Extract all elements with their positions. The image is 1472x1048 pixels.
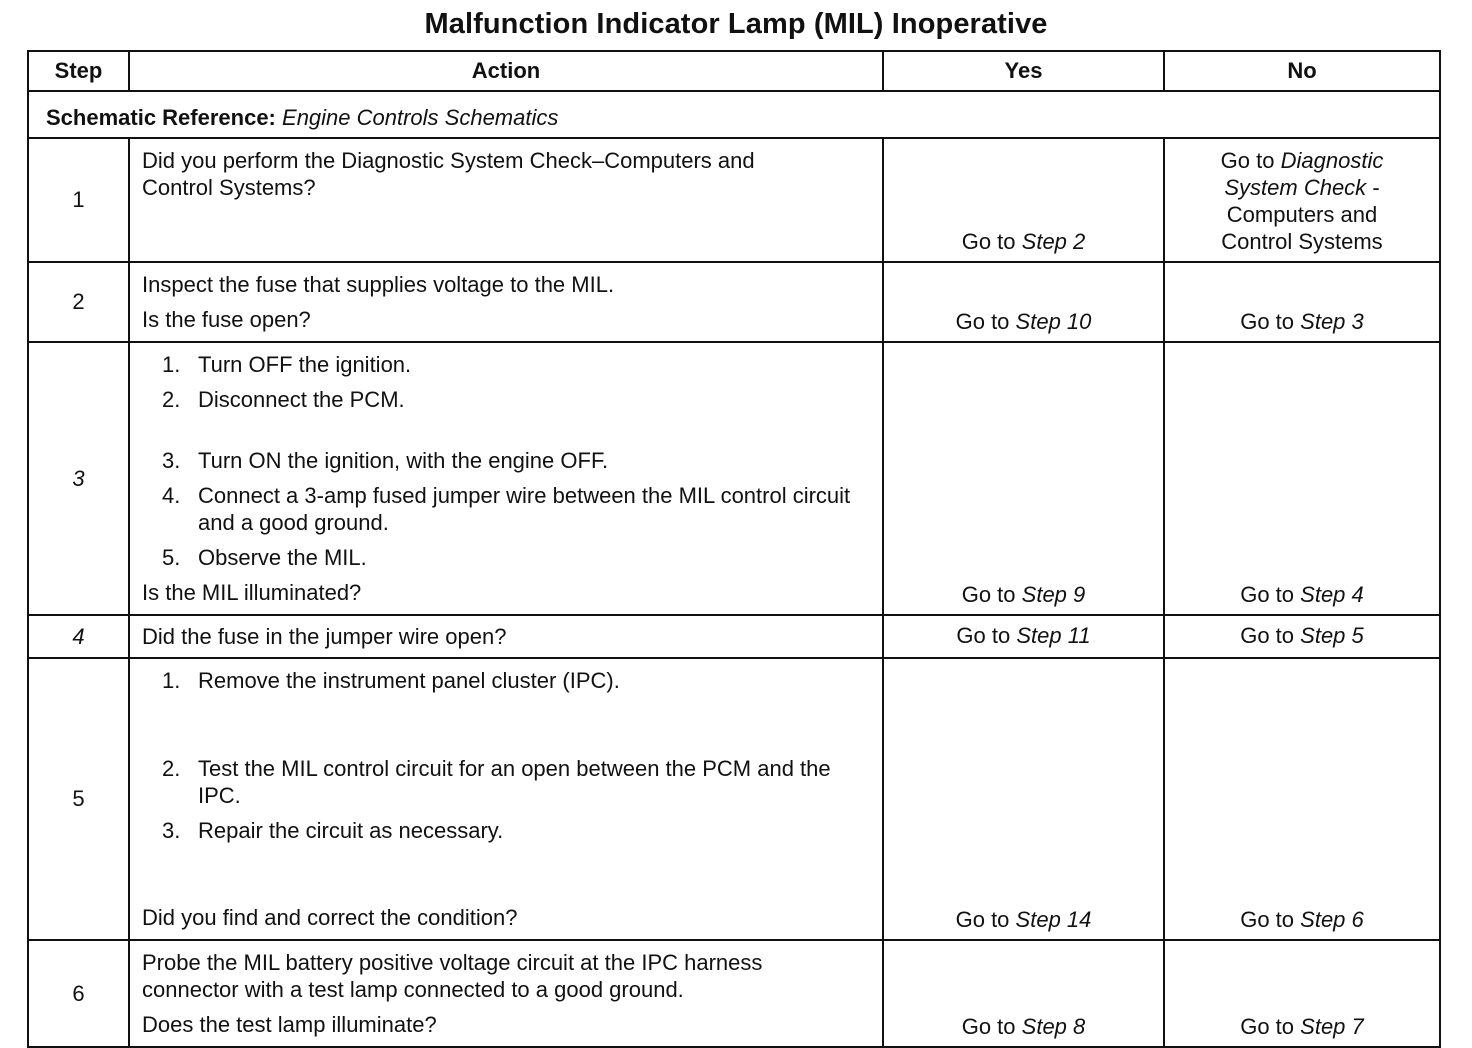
list-item: 1. Remove the instrument panel cluster (IPC). [162,668,620,693]
yes-cell[interactable] [883,658,1164,940]
action-cell [129,658,883,940]
yes-cell[interactable] [883,940,1164,1047]
step-number: 4 [28,615,129,658]
action-text: Did you perform the Diagnostic System Check–Computers and Control Systems? [142,148,755,200]
list-item: 2. Test the MIL control circuit for an open between the PCM and the IPC. [162,756,831,808]
action-question: Is the fuse open? [142,307,311,332]
header-action: Action [129,51,883,91]
no-step-link[interactable]: Diagnostic System Check [1224,148,1384,200]
no-cell[interactable] [1164,342,1440,615]
action-cell [129,940,883,1047]
yes-step-link[interactable]: Step 14 [1015,907,1092,932]
no-step-link[interactable]: Step 4 [1300,582,1364,607]
list-item: 2. Disconnect the PCM. [162,387,405,412]
no-prefix: Go to [1240,1014,1295,1039]
action-cell [129,342,883,615]
step-number: 6 [28,940,129,1047]
no-cell[interactable] [1164,615,1440,658]
step-number: 3 [28,342,129,615]
yes-prefix: Go to [961,582,1016,607]
yes-step-link[interactable]: Step 10 [1015,309,1092,334]
action-text: Did the fuse in the jumper wire open? [142,624,507,649]
header-yes: Yes [883,51,1164,91]
list-item: 3. Turn ON the ignition, with the engine OFF. [162,448,609,473]
diagnostic-table [27,50,1441,1048]
yes-cell[interactable] [883,615,1164,658]
action-text: Inspect the fuse that supplies voltage to the MIL. [142,272,615,297]
yes-cell[interactable] [883,342,1164,615]
no-step-link[interactable]: Step 5 [1300,623,1364,648]
step-number: 1 [28,138,129,262]
yes-step-link[interactable]: Step 9 [1021,582,1086,607]
yes-step-link[interactable]: Step 8 [1021,1014,1086,1039]
no-cell[interactable] [1164,940,1440,1047]
yes-step-link[interactable]: Step 2 [1021,229,1086,254]
table-row [28,342,1440,615]
header-no: No [1164,51,1440,91]
action-cell [129,262,883,342]
no-suffix: - Computers and Control Systems [1221,175,1383,254]
step-number: 5 [28,658,129,940]
yes-step-link[interactable]: Step 11 [1016,623,1091,648]
yes-prefix: Go to [961,229,1016,254]
table-row [28,940,1440,1047]
action-cell [129,138,883,262]
no-cell[interactable] [1164,138,1440,262]
action-question: Does the test lamp illuminate? [142,1012,437,1037]
no-prefix: Go to [1220,148,1275,173]
no-step-link[interactable]: Step 6 [1300,907,1364,932]
no-prefix: Go to [1240,907,1295,932]
list-item: 3. Repair the circuit as necessary. [162,818,504,843]
list-item: 5. Observe the MIL. [162,545,367,570]
yes-prefix: Go to [955,309,1010,334]
action-cell [129,615,883,658]
table-row [28,262,1440,342]
no-prefix: Go to [1240,309,1295,334]
schematic-row [28,91,1440,138]
yes-cell[interactable] [883,138,1164,262]
table-row [28,658,1440,940]
header-step: Step [28,51,129,91]
table-row [28,615,1440,658]
no-cell[interactable] [1164,262,1440,342]
step-number: 2 [28,262,129,342]
yes-prefix: Go to [956,623,1011,648]
no-step-link[interactable]: Step 7 [1300,1014,1364,1039]
list-item: 4. Connect a 3-amp fused jumper wire between the MIL control circuit and a good ground. [162,483,851,535]
schematic-link[interactable]: Engine Controls Schematics [282,105,559,130]
yes-prefix: Go to [961,1014,1016,1039]
action-question: Did you find and correct the condition? [142,905,518,930]
list-item: 1. Turn OFF the ignition. [162,352,412,377]
schematic-label: Schematic Reference: [46,105,276,130]
page-title: Malfunction Indicator Lamp (MIL) Inoperative [424,8,1048,40]
no-prefix: Go to [1240,623,1295,648]
no-prefix: Go to [1240,582,1295,607]
schematic-reference [28,91,1440,138]
action-question: Is the MIL illuminated? [142,580,362,605]
header-row [28,51,1440,91]
table-row [28,138,1440,262]
no-step-link[interactable]: Step 3 [1300,309,1364,334]
yes-prefix: Go to [955,907,1010,932]
yes-cell[interactable] [883,262,1164,342]
action-text: Probe the MIL battery positive voltage circuit at the IPC harness connector with a test lamp connected to a good ground. [142,950,763,1002]
no-cell[interactable] [1164,658,1440,940]
